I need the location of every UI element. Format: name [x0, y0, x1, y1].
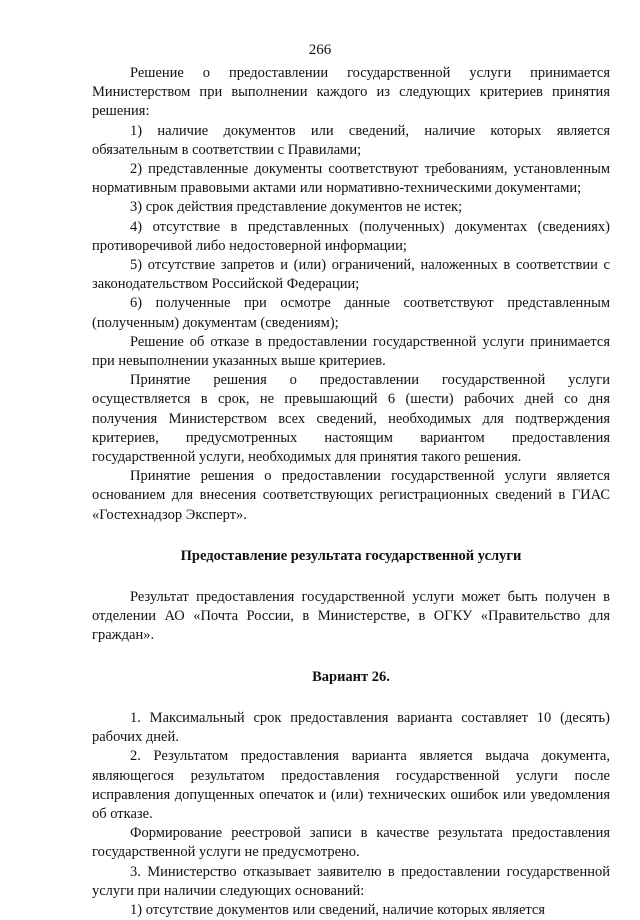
criterion-1: 1) наличие документов или сведений, наличие которых является обязательным в соответствии с Правилами; — [92, 122, 610, 158]
paragraph-variant-result: 2. Результатом предоставления варианта является выдача документа, являющегося результатом предоставления государственной услуги после исправления допущенных опечаток и (или) технических ошибок или уведомления об отказе. — [92, 748, 610, 822]
document-body — [92, 64, 610, 920]
paragraph-result-delivery: Результат предоставления государственной услуги может быть получен в отделении АО «Почта России, в Министерстве, в ОГКУ «Правительство для граждан». — [92, 589, 610, 644]
paragraph-decision-criteria: Решение о предоставлении государственной услуги принимается Министерством при выполнении каждого из следующих критериев принятия решения: — [92, 65, 610, 120]
criterion-2: 2) представленные документы соответствуют требованиям, установленным нормативным правовыми актами или нормативно-техническими документами; — [92, 161, 610, 197]
refusal-ground-1: 1) отсутствие документов или сведений, наличие которых является — [130, 901, 545, 918]
paragraph-max-term: 1. Максимальный срок предоставления варианта составляет 10 (десять) рабочих дней. — [92, 709, 610, 746]
criterion-5: 5) отсутствие запретов и (или) ограничений, наложенных в соответствии с законодательством Российской Федерации; — [92, 257, 610, 293]
paragraph-refusal: Решение об отказе в предоставлении государственной услуги принимается при невыполнении указанных выше критериев. — [92, 333, 610, 370]
paragraph-refusal-grounds: 3. Министерство отказывает заявителю в предоставлении государственной услуги при наличии следующих оснований: — [92, 863, 610, 899]
criterion-4: 4) отсутствие в представленных (полученных) документах (сведениях) противоречивой либо недостоверной информации; — [92, 218, 610, 254]
paragraph-decision-deadline: Принятие решения о предоставлении государственной услуги осуществляется в срок, не превышающий 6 (шести) рабочих дней со дня получения Министерством всех сведений, необходимых для подтверждения критериев, предусмотренных настоящим вариантом предоставления государственной услуги, необходимых для принятия такого решения. — [92, 372, 610, 466]
heading-variant-26: Вариант 26. — [312, 668, 390, 685]
criterion-6: 6) полученные при осмотре данные соответствуют представленным (полученным) документам (сведениям); — [92, 295, 610, 331]
page-number: 266 — [308, 42, 332, 58]
paragraph-registry-record: Формирование реестровой записи в качестве результата предоставления государственной услуги не предусмотрено. — [92, 825, 610, 861]
heading-result-delivery: Предоставление результата государственной услуги — [180, 547, 522, 564]
paragraph-registration-basis: Принятие решения о предоставлении государственной услуги является основанием для внесения соответствующих регистрационных сведений в ГИАС «Гостехнадзор Эксперт». — [92, 468, 610, 523]
criterion-3: 3) срок действия представление документов не истек; — [130, 199, 463, 216]
